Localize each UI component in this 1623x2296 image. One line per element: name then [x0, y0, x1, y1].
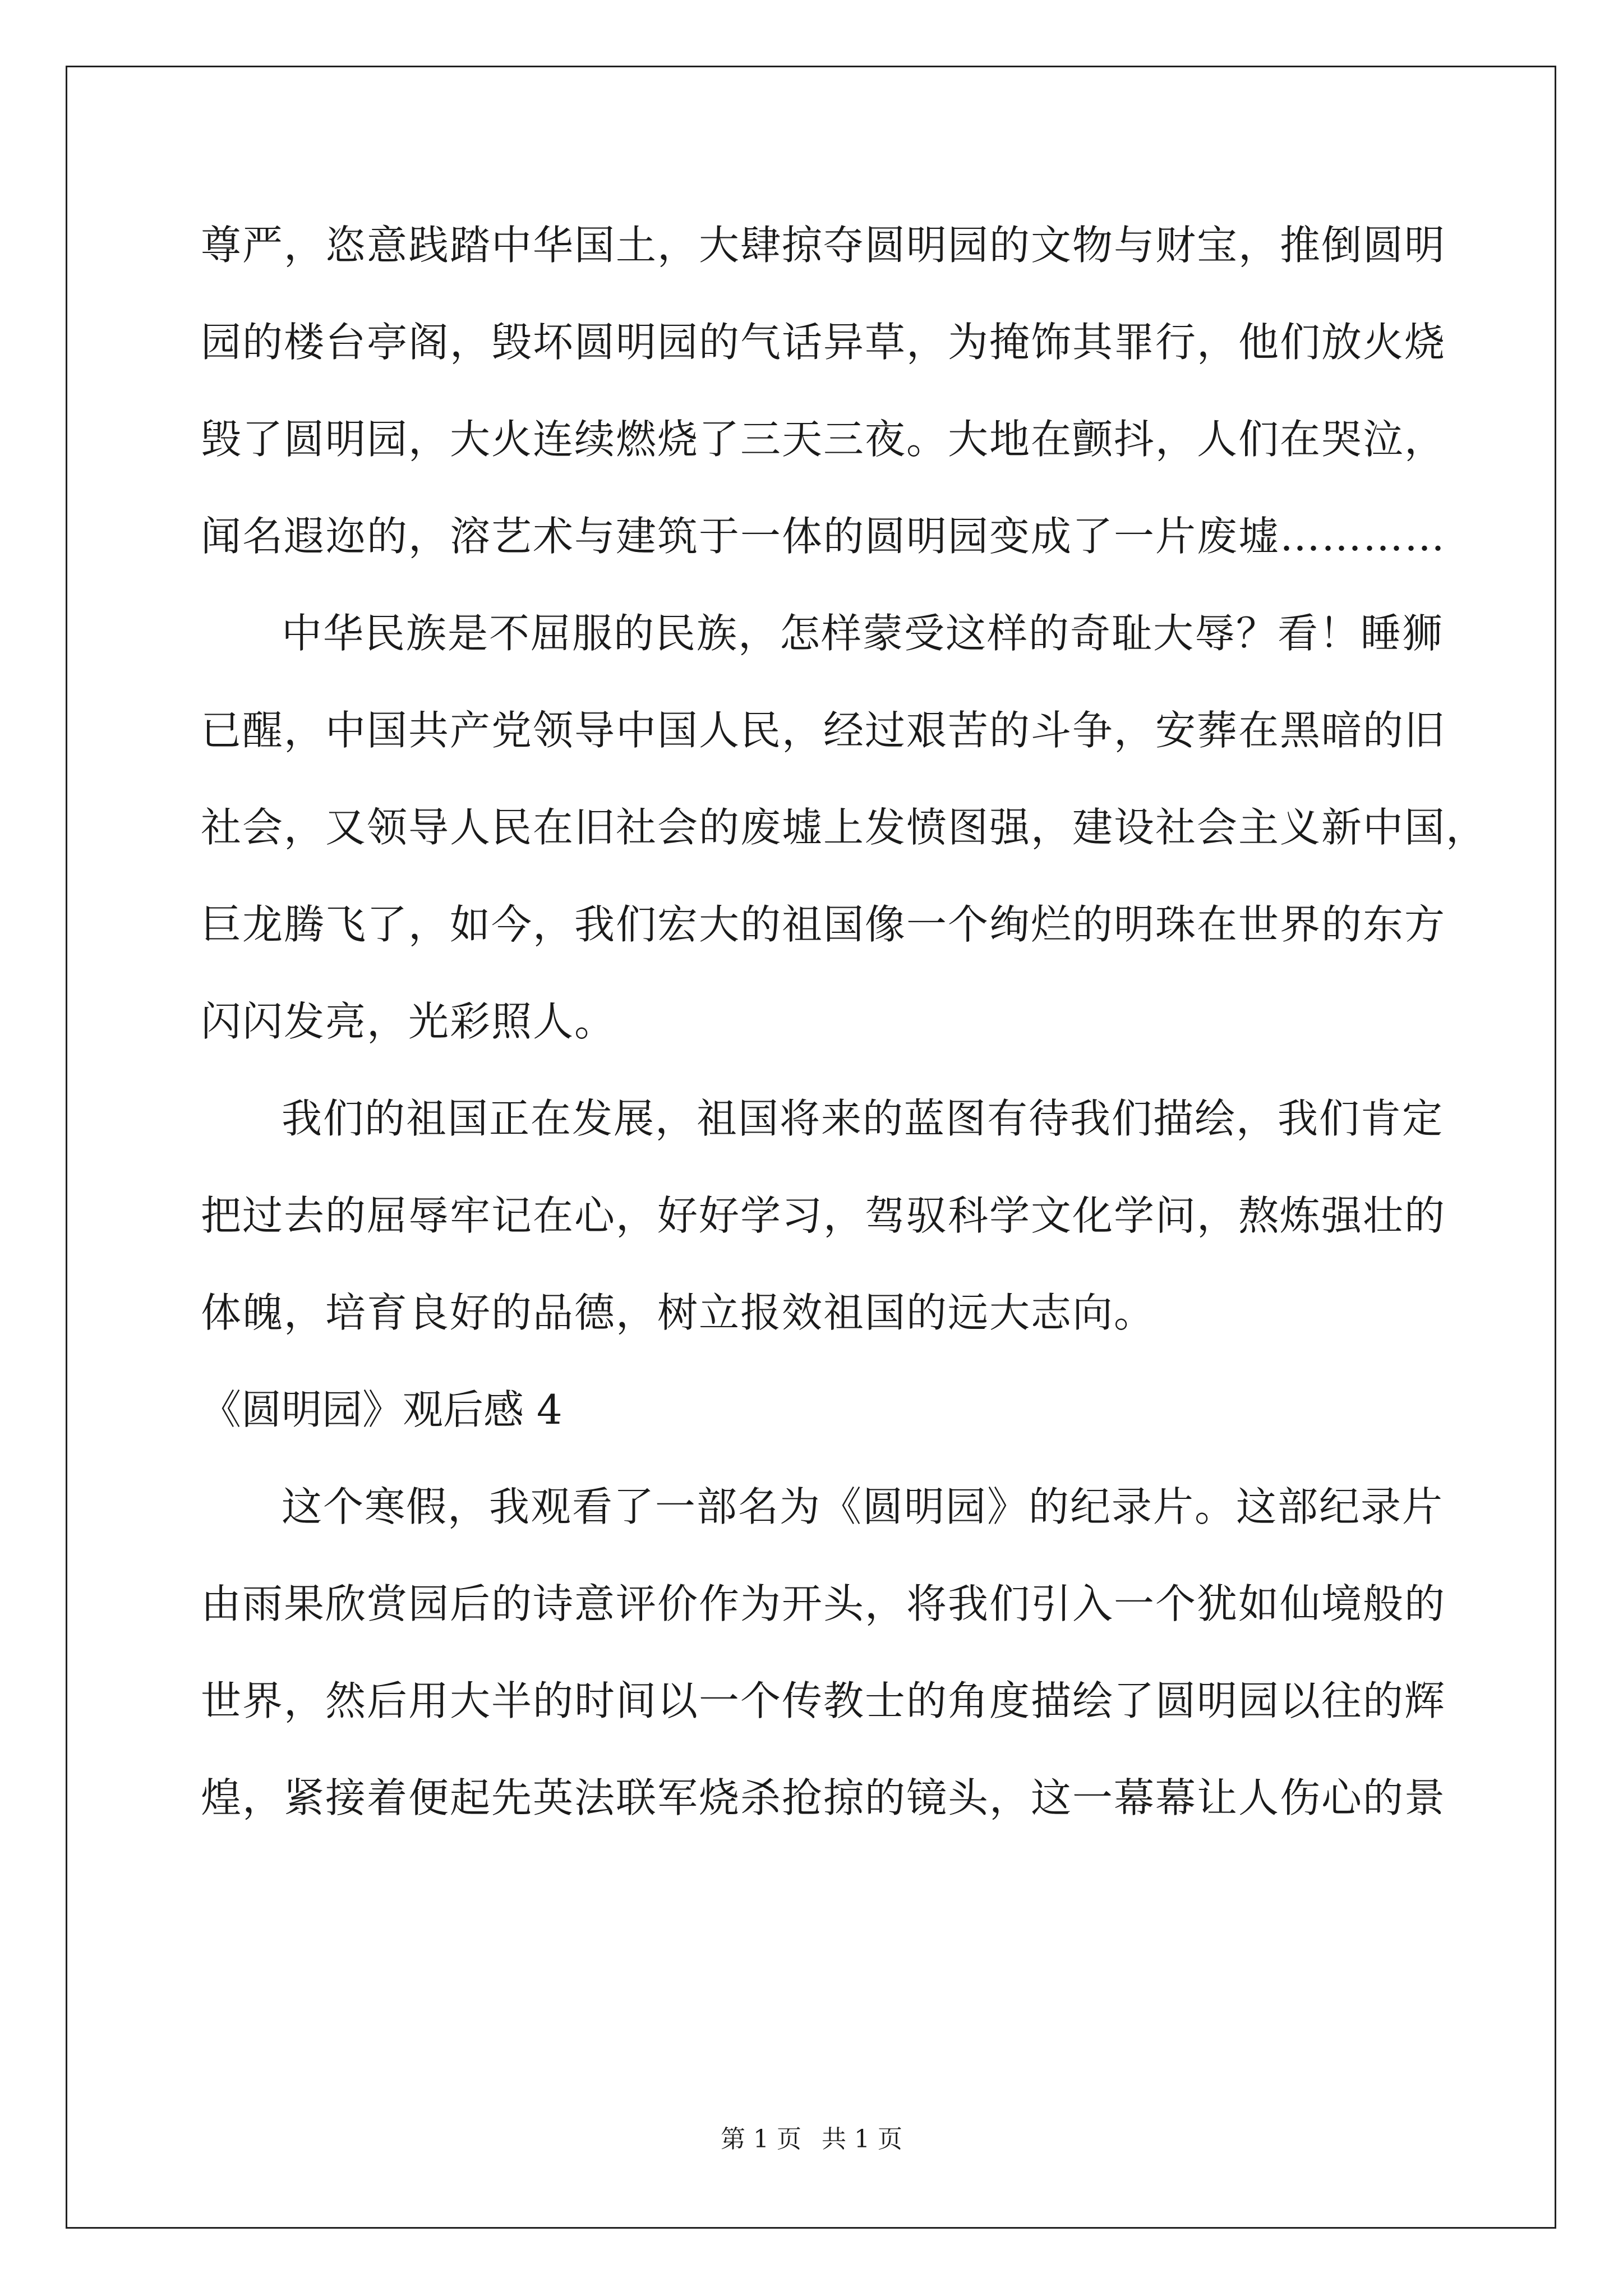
paragraph-2-line-4: 巨龙腾飞了，如今，我们宏大的祖国像一个绚烂的明珠在世界的东方: [201, 901, 1446, 948]
paragraph-4-line-4: 煌，紧接着便起先英法联军烧杀抢掠的镜头，这一幕幕让人伤心的景: [201, 1774, 1446, 1821]
total-pages: 共 1 页: [822, 2125, 902, 2154]
paragraph-2-line-3: 社会，又领导人民在旧社会的废墟上发愤图强，建设社会主义新中国，: [201, 804, 1488, 851]
paragraph-4-line-2: 由雨果欣赏园后的诗意评价作为开头，将我们引入一个犹如仙境般的: [201, 1580, 1446, 1627]
paragraph-4-line-3: 世界，然后用大半的时间以一个传教士的角度描绘了圆明园以往的辉: [201, 1677, 1446, 1724]
page-number: 第 1 页: [721, 2125, 801, 2154]
paragraph-1-line-4: 闻名遐迩的，溶艺术与建筑于一体的圆明园变成了一片废墟…………: [201, 513, 1446, 560]
page-footer: [0, 2124, 1623, 2155]
section-heading: 《圆明园》观后感 4: [201, 1386, 562, 1433]
paragraph-3-line-3: 体魄，培育良好的品德，树立报效祖国的远大志向。: [201, 1289, 1156, 1336]
paragraph-2-line-5: 闪闪发亮，光彩照人。: [201, 998, 616, 1045]
paragraph-2-line-1: 中华民族是不屈服的民族，怎样蒙受这样的奇耻大辱？看！睡狮: [282, 610, 1444, 657]
paragraph-3-line-1: 我们的祖国正在发展，祖国将来的蓝图有待我们描绘，我们肯定: [282, 1095, 1444, 1142]
paragraph-1-line-2: 园的楼台亭阁，毁坏圆明园的气话异草，为掩饰其罪行，他们放火烧: [201, 319, 1446, 366]
paragraph-1-line-3: 毁了圆明园，大火连续燃烧了三天三夜。大地在颤抖，人们在哭泣，: [201, 416, 1446, 463]
paragraph-4-line-1: 这个寒假，我观看了一部名为《圆明园》的纪录片。这部纪录片: [282, 1483, 1444, 1530]
paragraph-3-line-2: 把过去的屈辱牢记在心，好好学习，驾驭科学文化学问，熬炼强壮的: [201, 1192, 1446, 1239]
page-border: [66, 66, 1556, 2229]
paragraph-1-line-1: 尊严，恣意践踏中华国土，大肆掠夺圆明园的文物与财宝，推倒圆明: [201, 222, 1446, 269]
paragraph-2-line-2: 已醒，中国共产党领导中国人民，经过艰苦的斗争，安葬在黑暗的旧: [201, 707, 1446, 754]
